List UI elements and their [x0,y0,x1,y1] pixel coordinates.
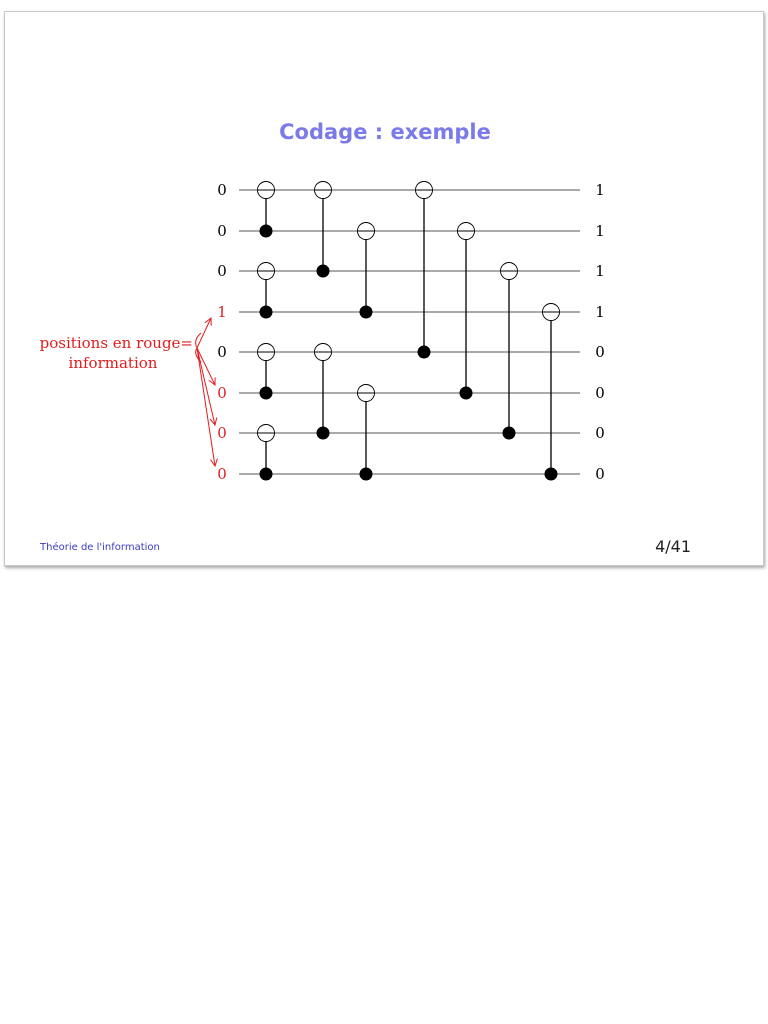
encoding-circuit [5,12,765,567]
output-bit-7: 0 [595,465,605,483]
annotation-arrow-0 [197,318,211,348]
output-bit-3: 1 [595,303,605,321]
control-dot-icon [260,468,273,481]
control-dot-icon [317,265,330,278]
control-dot-icon [360,468,373,481]
output-bit-4: 0 [595,343,605,361]
annotation-arrows [197,318,215,466]
annotation-line-1: positions en rouge= [39,334,193,352]
control-dot-icon [260,225,273,238]
control-dot-icon [545,468,558,481]
footer-course-title: Théorie de l'information [40,542,160,553]
input-bit-0: 0 [217,181,227,199]
output-bit-6: 0 [595,424,605,442]
control-dot-icon [503,427,516,440]
control-dot-icon [418,346,431,359]
output-bit-5: 0 [595,384,605,402]
bit-labels [217,181,605,483]
input-bit-7: 0 [217,465,227,483]
control-dot-icon [260,387,273,400]
input-bit-1: 0 [217,222,227,240]
output-bit-2: 1 [595,262,605,280]
annotation-arrow-2 [197,348,215,425]
blank-page-area [0,572,768,1024]
input-bit-5: 0 [217,384,227,402]
output-bit-0: 1 [595,181,605,199]
control-dot-icon [260,306,273,319]
input-bit-2: 0 [217,262,227,280]
control-dot-icon [317,427,330,440]
circuit-wires [239,190,580,474]
input-bit-6: 0 [217,424,227,442]
information-annotation [40,333,201,372]
circuit-gates [258,182,560,481]
control-dot-icon [360,306,373,319]
slide [4,11,764,566]
control-dot-icon [460,387,473,400]
input-bit-4: 0 [217,343,227,361]
input-bit-3: 1 [217,303,227,321]
footer-page-number: 4/41 [655,537,691,556]
slide-title: Codage : exemple [279,120,491,144]
annotation-line-2: information [68,354,158,372]
output-bit-1: 1 [595,222,605,240]
